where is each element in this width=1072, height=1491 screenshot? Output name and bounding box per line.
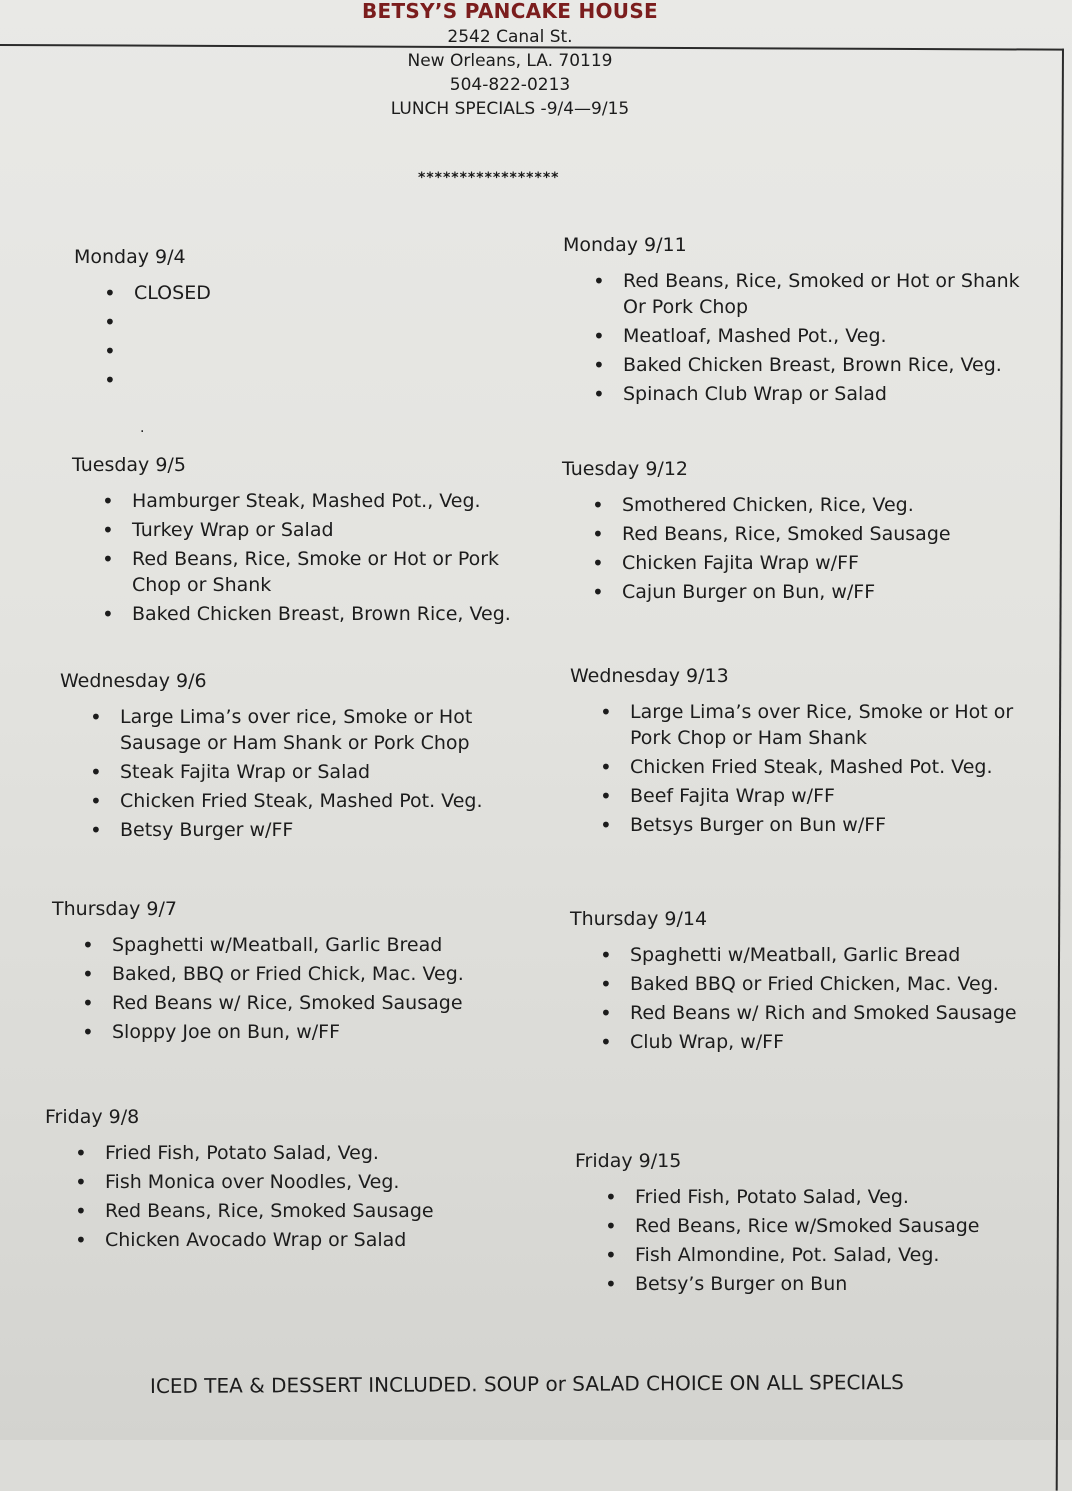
menu-item: • Fried Fish, Potato Salad, Veg. <box>575 1184 1035 1210</box>
menu-item: • Sloppy Joe on Bun, w/FF <box>52 1019 512 1045</box>
menu-list <box>570 942 1040 1055</box>
phone-number: 504-822-0213 <box>449 75 571 95</box>
menu-item: • Beef Fajita Wrap w/FF <box>570 783 1030 809</box>
menu-list <box>45 1140 505 1253</box>
menu-item <box>74 309 514 335</box>
menu-list <box>570 699 1030 838</box>
menu-item: • Betsy Burger w/FF <box>60 817 512 843</box>
menu-item: • Spaghetti w/Meatball, Garlic Bread <box>570 942 1040 968</box>
menu-list <box>563 268 1023 407</box>
day-thursday-9-7 <box>52 898 512 1048</box>
menu-item: • Fried Fish, Potato Salad, Veg. <box>45 1140 505 1166</box>
day-title: Friday 9/8 <box>45 1106 140 1128</box>
menu-item: • Red Beans, Rice, Smoked or Hot or Shank Or Pork Chop <box>563 268 1023 320</box>
menu-item: • Smothered Chicken, Rice, Veg. <box>562 492 1022 518</box>
menu-item: • Chicken Fajita Wrap w/FF <box>562 550 1022 576</box>
restaurant-name: BETSY’S PANCAKE HOUSE <box>361 0 659 23</box>
day-friday-9-8 <box>45 1106 505 1256</box>
star-divider: ***************** <box>418 170 560 186</box>
menu-item: • Fish Almondine, Pot. Salad, Veg. <box>575 1242 1035 1268</box>
day-wednesday-9-13 <box>570 665 1030 841</box>
menu-item: • Red Beans, Rice, Smoked Sausage <box>562 521 1022 547</box>
menu-item: • Spinach Club Wrap or Salad <box>563 381 1023 407</box>
menu-item: • Chicken Avocado Wrap or Salad <box>45 1227 505 1253</box>
day-title: Thursday 9/7 <box>52 898 177 920</box>
menu-list <box>575 1184 1035 1297</box>
city-state-zip: New Orleans, LA. 70119 <box>407 51 613 71</box>
menu-item: • Meatloaf, Mashed Pot., Veg. <box>563 323 1023 349</box>
day-monday-9-4 <box>74 246 514 396</box>
menu-item: • Betsys Burger on Bun w/FF <box>570 812 1030 838</box>
menu-item: • Red Beans, Rice, Smoked Sausage <box>45 1198 505 1224</box>
menu-header <box>300 0 720 121</box>
menu-item: • Turkey Wrap or Salad <box>72 517 512 543</box>
day-title: Wednesday 9/6 <box>60 670 207 692</box>
day-title: Wednesday 9/13 <box>570 665 729 687</box>
menu-list <box>52 932 512 1045</box>
menu-item <box>74 338 514 364</box>
day-title: Monday 9/4 <box>74 246 186 268</box>
menu-item <box>74 367 514 393</box>
menu-item: • Baked Chicken Breast, Brown Rice, Veg. <box>72 601 512 627</box>
day-friday-9-15 <box>575 1150 1035 1300</box>
menu-item: • Red Beans w/ Rice, Smoked Sausage <box>52 990 512 1016</box>
day-title: Friday 9/15 <box>575 1150 682 1172</box>
menu-item: • Large Lima’s over Rice, Smoke or Hot or Pork Chop or Ham Shank <box>570 699 1030 751</box>
menu-item: • Baked BBQ or Fried Chicken, Mac. Veg. <box>570 971 1040 997</box>
day-tuesday-9-5 <box>72 454 512 630</box>
menu-item: • Spaghetti w/Meatball, Garlic Bread <box>52 932 512 958</box>
specials-footer-note: ICED TEA & DESSERT INCLUDED. SOUP or SALAD CHOICE ON ALL SPECIALS <box>149 1370 904 1398</box>
menu-item: • Baked Chicken Breast, Brown Rice, Veg. <box>563 352 1023 378</box>
menu-item: • Cajun Burger on Bun, w/FF <box>562 579 1022 605</box>
day-title: Thursday 9/14 <box>570 908 708 930</box>
menu-item: • Betsy’s Burger on Bun <box>575 1271 1035 1297</box>
day-wednesday-9-6 <box>60 670 512 846</box>
menu-item: • Steak Fajita Wrap or Salad <box>60 759 512 785</box>
menu-item: • Fish Monica over Noodles, Veg. <box>45 1169 505 1195</box>
menu-item: • Hamburger Steak, Mashed Pot., Veg. <box>72 488 512 514</box>
day-title: Monday 9/11 <box>563 234 687 256</box>
menu-item: • Club Wrap, w/FF <box>570 1029 1040 1055</box>
day-tuesday-9-12 <box>562 458 1022 608</box>
menu-item: • CLOSED <box>74 280 514 306</box>
menu-item: • Chicken Fried Steak, Mashed Pot. Veg. <box>60 788 512 814</box>
menu-item: • Red Beans w/ Rich and Smoked Sausage <box>570 1000 1040 1026</box>
menu-list <box>74 280 514 393</box>
menu-list <box>60 704 512 843</box>
menu-list <box>72 488 512 627</box>
menu-item: • Large Lima’s over rice, Smoke or Hot Sausage or Ham Shank or Pork Chop <box>60 704 512 756</box>
menu-item: • Chicken Fried Steak, Mashed Pot. Veg. <box>570 754 1030 780</box>
menu-item: • Baked, BBQ or Fried Chick, Mac. Veg. <box>52 961 512 987</box>
menu-list <box>562 492 1022 605</box>
day-title: Tuesday 9/5 <box>72 454 186 476</box>
day-thursday-9-14 <box>570 908 1040 1058</box>
day-monday-9-11 <box>563 234 1023 410</box>
day-title: Tuesday 9/12 <box>562 458 689 480</box>
specials-subtitle: LUNCH SPECIALS -9/4—9/15 <box>390 99 630 119</box>
menu-item: • Red Beans, Rice, Smoke or Hot or Pork Chop or Shank <box>72 546 512 598</box>
menu-item: • Red Beans, Rice w/Smoked Sausage <box>575 1213 1035 1239</box>
street-address: 2542 Canal St. <box>447 27 573 47</box>
stray-mark: . <box>140 420 145 436</box>
